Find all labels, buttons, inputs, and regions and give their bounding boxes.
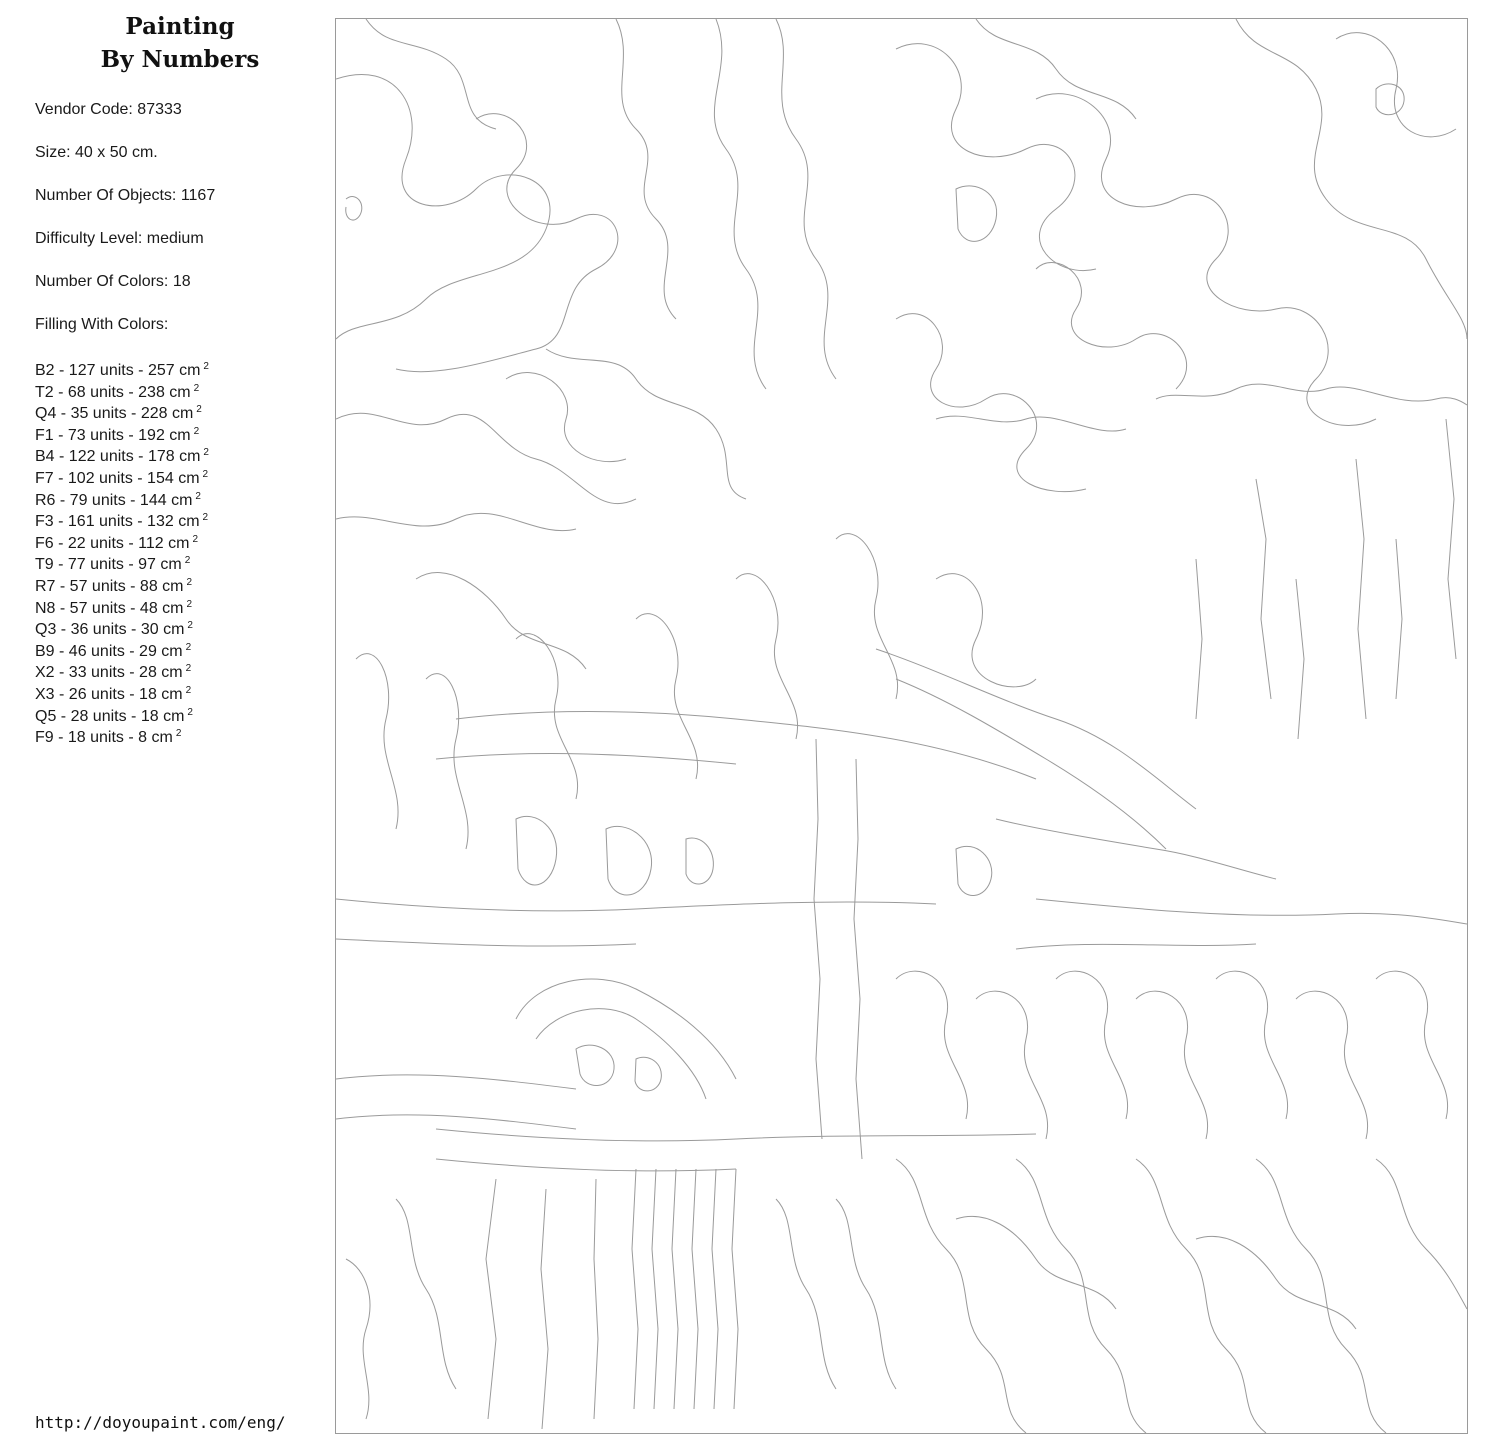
color-item-sup: 2 xyxy=(187,620,193,632)
color-item-text: T9 - 77 units - 97 cm xyxy=(35,556,182,574)
color-item xyxy=(35,723,209,745)
color-item xyxy=(35,658,209,680)
color-item xyxy=(35,421,209,443)
number-of-objects: Number Of Objects: 1167 xyxy=(35,187,216,204)
color-item xyxy=(35,680,209,702)
color-item xyxy=(35,550,209,572)
title-line-painting: Painting xyxy=(125,13,235,40)
color-item-text: Q3 - 36 units - 30 cm xyxy=(35,621,185,639)
color-item-text: B2 - 127 units - 257 cm xyxy=(35,362,201,379)
color-item-text: F6 - 22 units - 112 cm xyxy=(35,534,190,552)
page-title xyxy=(60,10,300,76)
color-item-text: Q4 - 35 units - 228 cm xyxy=(35,405,194,423)
color-item xyxy=(35,507,209,529)
color-item-sup: 2 xyxy=(186,598,193,610)
color-item-sup: 2 xyxy=(192,533,198,545)
color-item-sup: 2 xyxy=(185,641,192,653)
color-item-sup: 2 xyxy=(202,512,209,524)
color-item xyxy=(35,615,209,637)
color-item-sup: 2 xyxy=(193,425,200,437)
color-list xyxy=(35,356,209,745)
color-item-text: F3 - 161 units - 132 cm xyxy=(35,513,200,531)
color-item xyxy=(35,356,209,378)
color-item xyxy=(35,572,209,594)
color-item xyxy=(35,464,209,486)
coloring-canvas xyxy=(335,18,1468,1434)
color-item-text: X2 - 33 units - 28 cm xyxy=(35,664,183,682)
color-item-text: B4 - 122 units - 178 cm xyxy=(35,448,201,466)
color-item-text: N8 - 57 units - 48 cm xyxy=(35,599,184,617)
color-item-text: Q5 - 28 units - 18 cm xyxy=(35,707,185,725)
color-item-text: X3 - 26 units - 18 cm xyxy=(35,685,183,703)
color-item-sup: 2 xyxy=(193,382,200,394)
color-item-text: R7 - 57 units - 88 cm xyxy=(35,577,184,595)
website-url: http://doyoupaint.com/eng/ xyxy=(35,1413,286,1432)
color-item-text: T2 - 68 units - 238 cm xyxy=(35,383,191,401)
color-item-sup: 2 xyxy=(202,468,209,480)
specs-list xyxy=(35,98,215,356)
color-item-text: R6 - 79 units - 144 cm xyxy=(35,491,193,509)
color-item xyxy=(35,442,209,464)
color-item xyxy=(35,637,209,659)
color-item-text: F9 - 18 units - 8 cm xyxy=(35,729,173,747)
color-item-text: B9 - 46 units - 29 cm xyxy=(35,642,183,660)
color-item xyxy=(35,486,209,508)
vendor-code: Vendor Code: 87333 xyxy=(35,101,182,118)
color-item-text: F1 - 73 units - 192 cm xyxy=(35,426,191,444)
color-item-sup: 2 xyxy=(186,576,193,588)
color-item xyxy=(35,378,209,400)
color-item-sup: 2 xyxy=(203,447,209,459)
color-item xyxy=(35,399,209,421)
color-item-sup: 2 xyxy=(175,728,182,740)
filling-with-colors-heading: Filling With Colors: xyxy=(35,316,169,333)
color-item-sup: 2 xyxy=(203,361,209,372)
color-item-sup: 2 xyxy=(185,663,192,675)
size: Size: 40 x 50 cm. xyxy=(35,144,158,161)
color-item-sup: 2 xyxy=(187,706,193,718)
color-item-sup: 2 xyxy=(184,555,191,567)
color-item xyxy=(35,594,209,616)
color-item-sup: 2 xyxy=(185,684,192,696)
outline-drawing xyxy=(336,19,1467,1433)
color-item-sup: 2 xyxy=(196,404,202,416)
number-of-colors: Number Of Colors: 18 xyxy=(35,273,191,290)
color-item xyxy=(35,702,209,724)
difficulty-level: Difficulty Level: medium xyxy=(35,230,204,247)
title-line-by-numbers: By Numbers xyxy=(100,46,260,73)
color-item xyxy=(35,529,209,551)
color-item-text: F7 - 102 units - 154 cm xyxy=(35,469,200,487)
color-item-sup: 2 xyxy=(195,490,201,502)
